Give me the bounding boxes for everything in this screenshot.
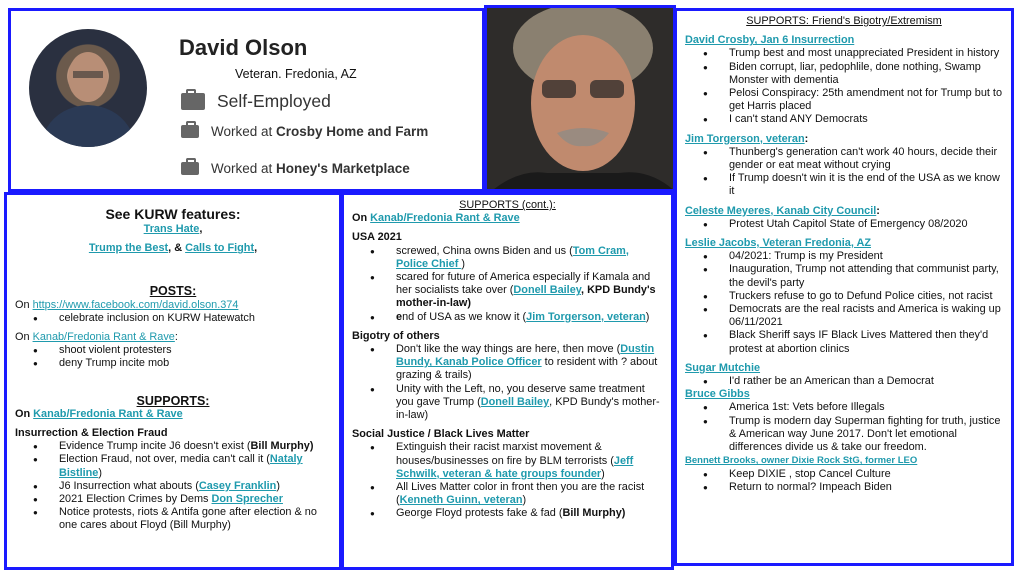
paragraph (685, 388, 1003, 401)
link[interactable]: Trump the Best (88, 242, 169, 255)
profile-location: Veteran. Fredonia, AZ (235, 67, 357, 81)
left-panel-content (7, 195, 339, 537)
paragraph (352, 212, 663, 225)
profile-name: David Olson (179, 35, 308, 60)
link[interactable]: Bruce Gibbs (685, 388, 750, 401)
text: America 1st: Vets before Illegals (729, 401, 885, 414)
paragraph (685, 133, 1003, 146)
paragraph (352, 199, 663, 212)
link[interactable]: Calls to Fight (185, 242, 255, 255)
list-item (15, 453, 331, 479)
link[interactable]: Kanab/Fredonia Rant & Rave (32, 331, 175, 344)
profile-card (8, 8, 485, 192)
text: On (15, 298, 33, 311)
list-item (15, 480, 331, 493)
job-prefix: Worked at (211, 124, 277, 139)
bullet-list (352, 441, 663, 520)
job-place: Self-Employed (217, 91, 331, 111)
list-item (685, 146, 1003, 172)
paragraph (15, 299, 331, 312)
link[interactable]: Tom Cram, Police Chief (396, 244, 629, 270)
text: Bigotry of others (352, 329, 440, 342)
text: SUPPORTS: (136, 393, 210, 408)
text: Unity with the Left, no, you deserve same treatment you gave Trump ( (396, 382, 645, 408)
text: Thunberg's generation can't work 40 hours, decide their gender or eat meat without crying (729, 145, 998, 172)
avatar (29, 29, 147, 147)
list-item (15, 357, 331, 370)
job-crosby (181, 124, 428, 139)
link[interactable]: Celeste Meyeres, Kanab City Council (685, 204, 877, 217)
paragraph (685, 362, 1003, 375)
text: to resident with ? about grazing & trails) (396, 356, 658, 382)
text: : (804, 132, 809, 145)
link[interactable]: Jim Torgerson, veteran (685, 132, 805, 145)
list-item (352, 507, 663, 520)
paragraph (352, 428, 663, 441)
paragraph (352, 231, 663, 244)
text: Bill Murphy) (250, 440, 314, 453)
paragraph (685, 454, 1003, 467)
list-item (352, 245, 663, 271)
paragraph (15, 205, 331, 223)
list-item (685, 87, 1003, 113)
text: ) (645, 310, 650, 323)
text: ) (98, 466, 102, 479)
paragraph (15, 285, 331, 298)
text: Truckers refuse to go to Defund Police cities, not racist (729, 289, 993, 302)
list-item (352, 383, 663, 423)
job-honeys (181, 161, 410, 176)
text: ) (461, 257, 466, 270)
briefcase-icon (181, 162, 199, 175)
link[interactable]: David Crosby, Jan 6 Insurrection (685, 34, 855, 47)
link[interactable]: Casey Franklin (198, 479, 277, 492)
list-item (15, 493, 331, 506)
job-self-employed (181, 91, 331, 112)
middle-panel (341, 192, 674, 570)
list-item (685, 113, 1003, 126)
text: Trump best and most unappreciated President in history (729, 47, 1000, 60)
paragraph (352, 330, 663, 343)
bullet-list (685, 47, 1003, 126)
link[interactable]: Nataly Bistline (59, 453, 303, 479)
list-item (685, 329, 1003, 355)
text: If Trump doesn't win it is the end of the USA as we know it (729, 172, 1000, 198)
paragraph (685, 205, 1003, 218)
right-panel (674, 8, 1014, 566)
text: Biden corrupt, liar, pedophlile, done nothing, Swamp Monster with dementia (729, 60, 981, 86)
text: : (876, 204, 880, 217)
text: nd of USA as we know it ( (402, 310, 527, 323)
text: Don't like the way things are here, then move ( (396, 343, 621, 356)
link[interactable]: Dustin Bundy, Kanab Police Officer (396, 343, 655, 369)
link[interactable]: Jim Torgerson, veteran (526, 310, 646, 323)
text: scared for future of America especially if Kamala and her socialists take over ( (396, 271, 651, 297)
text: Black Sheriff says IF Black Lives Mattered then they'd protest at abortion clinics (729, 329, 989, 355)
text: George Floyd protests fake & fad ( (396, 507, 563, 520)
text: See KURW features: (105, 206, 241, 222)
list-item (15, 506, 331, 532)
text: shoot violent protesters (59, 344, 172, 357)
text: deny Trump incite mob (59, 357, 170, 370)
paragraph (15, 242, 331, 255)
list-item (352, 441, 663, 481)
list-item (15, 344, 331, 357)
text: Inauguration, Trump not attending that communist party, the devil's party (729, 263, 999, 289)
list-item (685, 47, 1003, 60)
paragraph (15, 408, 331, 421)
list-item (352, 311, 663, 324)
text: 2021 Election Crimes by Dems (59, 493, 212, 506)
text: Insurrection & Election Fraud (15, 427, 168, 440)
text: Social Justice / Black Lives Matter (352, 428, 530, 441)
bullet-list (685, 375, 1003, 388)
text: , & (168, 242, 186, 255)
text: I'd rather be an American than a Democrat (729, 375, 934, 388)
link[interactable]: Donell Bailey (513, 284, 582, 297)
bullet-list (685, 218, 1003, 231)
text: , KPD Bundy's mother-in-law) (396, 284, 656, 310)
text: Election Fraud, not over, media can't call it ( (59, 453, 270, 466)
link[interactable]: Kanab/Fredonia Rant & Rave (33, 407, 183, 420)
bullet-list (685, 468, 1003, 494)
bullet-list (15, 344, 331, 370)
briefcase-icon (181, 93, 205, 110)
text: Trump is modern day Superman fighting for truth, justice & American way June 2017. Don't let emotional differences divide us & take our freedom. (729, 414, 1001, 454)
text: : (174, 331, 178, 344)
link[interactable]: Trans Hate (143, 223, 200, 235)
text: Extinguish their racist marxist movement & houses/businesses on fire by BLM terrorists ( (396, 441, 614, 467)
bullet-list (685, 146, 1003, 199)
bullet-list (15, 440, 331, 532)
text: On (352, 212, 371, 225)
text: Keep DIXIE , stop Cancel Culture (729, 467, 891, 480)
link[interactable]: Sugar Mutchie (685, 361, 761, 374)
left-panel (4, 192, 342, 570)
list-item (685, 401, 1003, 414)
text: J6 Insurrection what abouts ( (59, 479, 199, 492)
avatar-portrait-icon (29, 29, 147, 147)
paragraph (15, 331, 331, 344)
link[interactable]: Donell Bailey (480, 395, 550, 408)
link[interactable]: https://www.facebook.com/david.olson.374 (32, 298, 239, 311)
text: screwed, China owns Biden and us ( (396, 244, 573, 257)
list-item (685, 172, 1003, 198)
list-item (15, 440, 331, 453)
list-item (685, 218, 1003, 231)
text: On (15, 331, 33, 344)
bullet-list (685, 250, 1003, 356)
list-item (685, 415, 1003, 455)
list-item (685, 290, 1003, 303)
list-item (352, 481, 663, 507)
text: ) (601, 467, 605, 480)
text: POSTS: (149, 284, 197, 299)
text: e (396, 310, 403, 323)
text: SUPPORTS: Friend's Bigotry/Extremism (746, 15, 942, 27)
list-item (685, 263, 1003, 289)
paragraph (685, 237, 1003, 250)
link[interactable]: Kenneth Guinn, veteran (399, 494, 523, 507)
bullet-list (685, 401, 1003, 454)
text: All Lives Matter color in front then you are the racist ( (396, 481, 645, 507)
profile-photo (484, 5, 676, 192)
paragraph (15, 427, 331, 440)
photo-portrait-icon (487, 8, 676, 192)
bullet-list (15, 312, 331, 325)
text: Bill Murphy) (562, 507, 626, 520)
link[interactable]: Kanab/Fredonia Rant & Rave (370, 212, 520, 225)
paragraph (685, 34, 1003, 47)
text: ) (276, 479, 280, 492)
text: , (254, 242, 258, 255)
text: I can't stand ANY Democrats (729, 113, 868, 126)
link[interactable]: Jeff Schwilk, veteran & hate groups founder (396, 454, 634, 480)
list-item (685, 468, 1003, 481)
text: Return to normal? Impeach Biden (729, 480, 892, 493)
list-item (685, 481, 1003, 494)
briefcase-icon (181, 125, 199, 138)
text: SUPPORTS (cont.): (459, 199, 556, 211)
text: Democrats are the real racists and America is waking up 06/11/2021 (729, 303, 1001, 329)
text: celebrate inclusion on KURW Hatewatch (59, 311, 255, 324)
paragraph (15, 395, 331, 408)
job-place[interactable]: Honey's Marketplace (276, 161, 410, 176)
middle-panel-content (344, 195, 671, 525)
list-item (685, 375, 1003, 388)
text: ) (522, 494, 527, 507)
list-item (352, 271, 663, 311)
link[interactable]: Bennett Brooks, owner Dixie Rock StG, former LEO (685, 455, 918, 467)
text: On (15, 407, 34, 420)
text: USA 2021 (352, 231, 402, 244)
job-place[interactable]: Crosby Home and Farm (276, 124, 429, 139)
right-panel-content (677, 11, 1011, 498)
text: Notice protests, riots & Antifa gone after election & no one cares about Floyd (Bill Murphy) (59, 506, 317, 532)
text: Pelosi Conspiracy: 25th amendment not for Trump but to get Harris placed (729, 87, 1003, 113)
text: Evidence Trump incite J6 doesn't exist ( (59, 440, 251, 453)
text: , KPD Bundy's mother-in-law) (396, 395, 660, 422)
link[interactable]: Leslie Jacobs, Veteran Fredonia, AZ (685, 237, 872, 250)
text: Protest Utah Capitol State of Emergency 08/2020 (729, 217, 968, 230)
link[interactable]: Don Sprecher (211, 493, 283, 506)
job-prefix: Worked at (211, 161, 277, 176)
list-item (15, 312, 331, 325)
bullet-list (352, 343, 663, 422)
list-item (685, 303, 1003, 329)
paragraph (685, 15, 1003, 28)
list-item (685, 250, 1003, 263)
paragraph (15, 223, 331, 236)
text: , (199, 223, 203, 235)
bullet-list (352, 245, 663, 324)
list-item (685, 61, 1003, 87)
list-item (352, 343, 663, 383)
text: 04/2021: Trump is my President (729, 250, 883, 263)
